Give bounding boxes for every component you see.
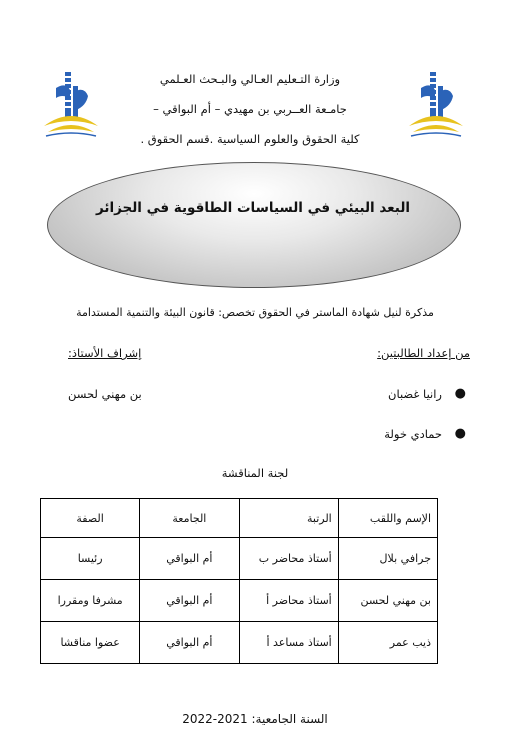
- academic-year: السنة الجامعية: 2021-2022: [182, 712, 328, 726]
- university-line: جامـعة العــربي بن مهيدي – أم البواقي –: [153, 102, 347, 116]
- committee-title: لجنة المناقشة: [221, 466, 289, 480]
- member-role: عضوا مناقشا: [41, 622, 140, 664]
- header-university: الجامعة: [140, 499, 239, 538]
- member-university: أم البواقي: [140, 580, 239, 622]
- member-name: جرافي بلال: [338, 538, 437, 580]
- member-rank: أستاذ محاضر ب: [239, 538, 338, 580]
- header-role: الصفة: [41, 499, 140, 538]
- member-name: ذيب عمر: [338, 622, 437, 664]
- bullet-icon: ●: [454, 426, 466, 441]
- university-logo-left: [40, 70, 102, 140]
- student-name: رانيا غضبان: [388, 387, 442, 401]
- member-university: أم البواقي: [140, 538, 239, 580]
- university-logo-right: [405, 70, 467, 140]
- member-role: رئيسا: [41, 538, 140, 580]
- member-name: بن مهني لحسن: [338, 580, 437, 622]
- student-item: [384, 426, 466, 441]
- member-role: مشرفا ومقررا: [41, 580, 140, 622]
- bullet-icon: ●: [454, 386, 466, 401]
- header-rank: الرتبة: [239, 499, 338, 538]
- student-name: حمادي خولة: [384, 427, 442, 441]
- thesis-title: البعد البيئي في السياسات الطاقوية في الجزائر: [95, 200, 411, 216]
- member-rank: أستاذ محاضر أ: [239, 580, 338, 622]
- table-row: [41, 622, 438, 664]
- students-label: من إعداد الطالبتين:: [377, 346, 470, 360]
- institution-header: [100, 64, 400, 154]
- supervisor-name: بن مهني لحسن: [68, 387, 142, 401]
- thesis-subtitle: مذكرة لنيل شهادة الماستر في الحقوق تخصص: قانون البيئة والتنمية المستدامة: [76, 306, 434, 319]
- table-header-row: [41, 499, 438, 538]
- member-university: أم البواقي: [140, 622, 239, 664]
- ministry-line: وزارة التـعليم العـالي والبـحث العـلمي: [159, 72, 341, 86]
- table-row: [41, 538, 438, 580]
- student-item: [388, 386, 466, 401]
- title-ellipse: [47, 162, 461, 288]
- member-rank: أستاذ مساعد أ: [239, 622, 338, 664]
- table-row: [41, 580, 438, 622]
- header-name: الإسم واللقب: [338, 499, 437, 538]
- committee-table: [40, 498, 438, 664]
- supervisor-label: إشراف الأستاذ:: [68, 346, 142, 360]
- faculty-line: كلية الحقوق والعلوم السياسية .قسم الحقوق .: [140, 132, 360, 146]
